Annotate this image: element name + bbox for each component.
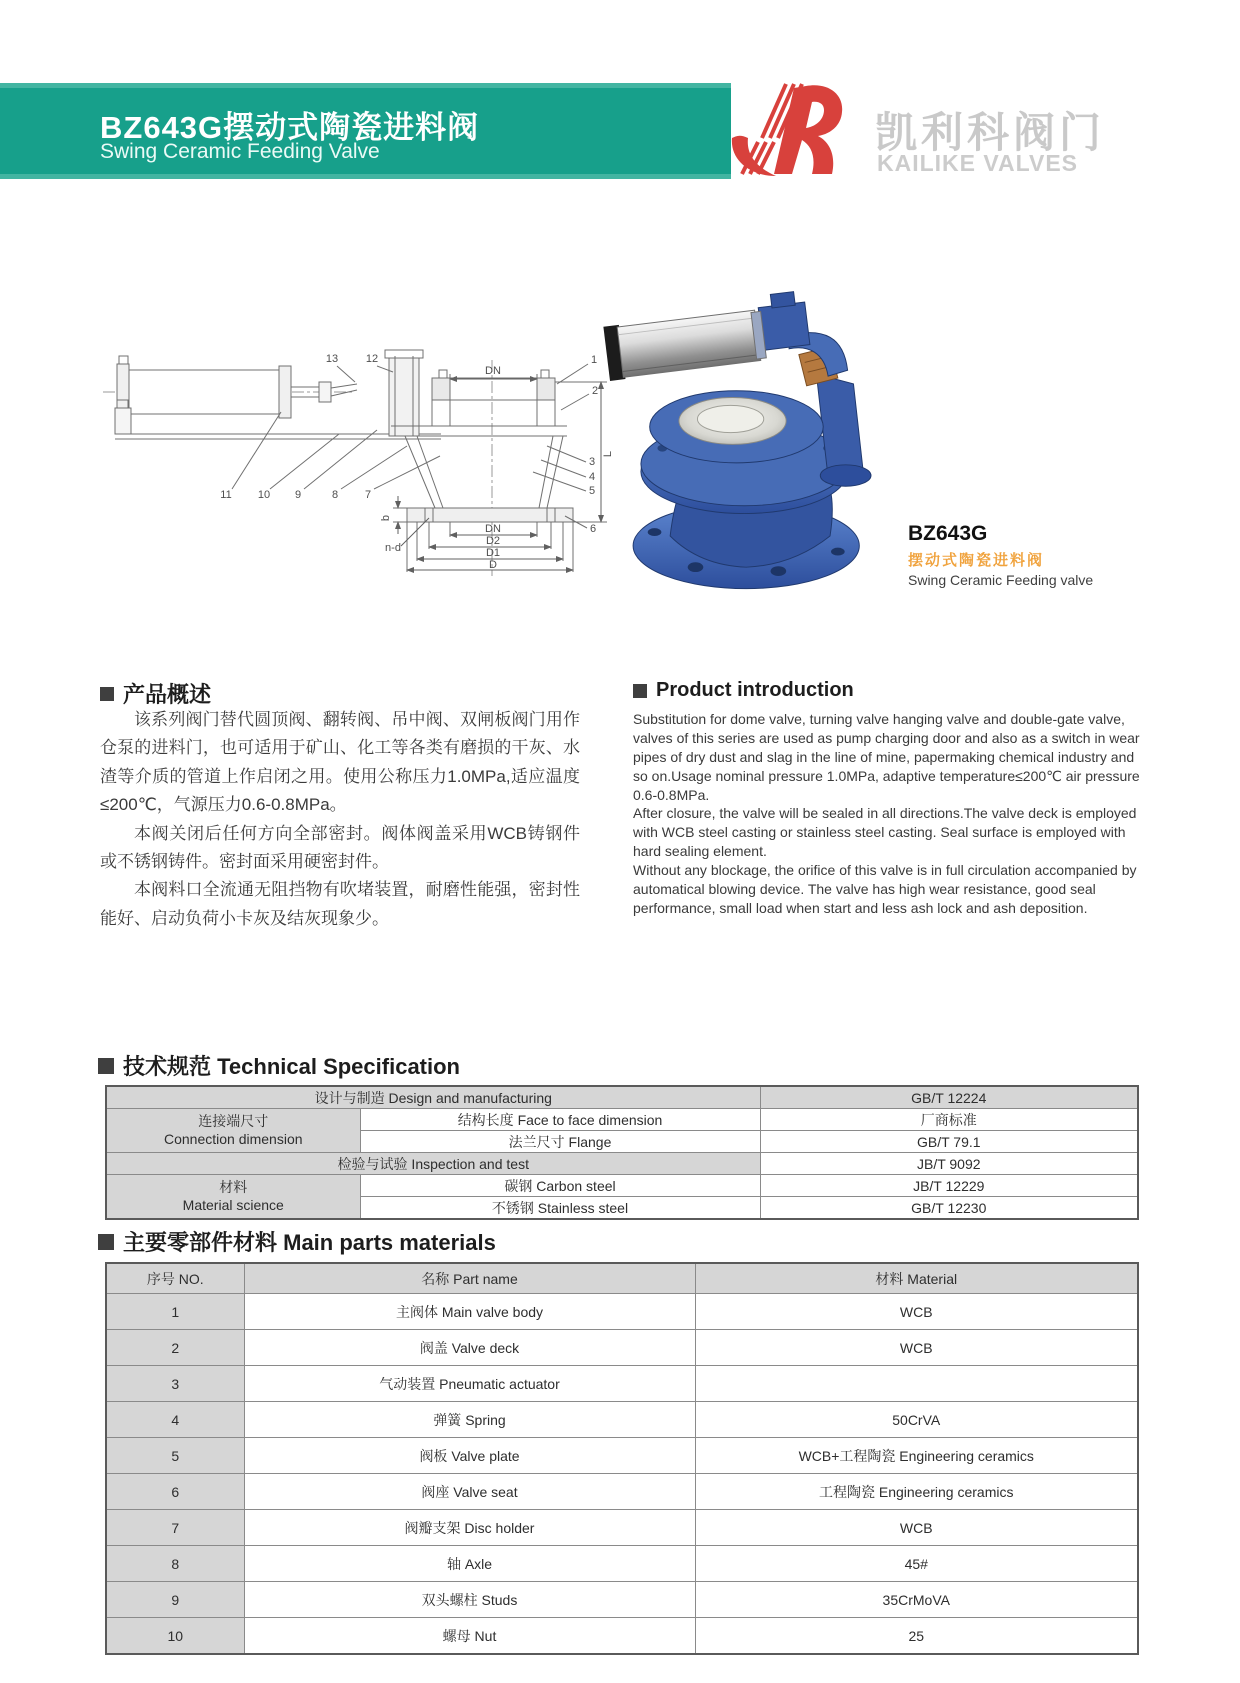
- part-material: [695, 1366, 1138, 1402]
- dim-d2: D2: [485, 535, 501, 547]
- part-name: 气动装置 Pneumatic actuator: [244, 1366, 695, 1402]
- table-row: [106, 1330, 1138, 1366]
- overview-text: [100, 706, 580, 933]
- part-name: 轴 Axle: [244, 1546, 695, 1582]
- overview-paragraph: 本阀关闭后任何方向全部密封。阀体阀盖采用WCB铸钢件或不锈钢铸件。密封面采用硬密封件。: [100, 823, 580, 871]
- page-title-zh: BZ643G摆动式陶瓷进料阀: [100, 110, 480, 145]
- part-no: 5: [106, 1438, 244, 1474]
- part-material: WCB: [695, 1294, 1138, 1330]
- parts-heading: [98, 1226, 496, 1257]
- spec-group-label: [106, 1175, 360, 1220]
- callout-6: 6: [589, 523, 597, 535]
- dim-b: b: [380, 514, 392, 522]
- overview-heading-text: 产品概述: [123, 682, 212, 707]
- dim-dn-bottom: DN: [485, 523, 501, 535]
- photo-caption: [908, 522, 1138, 588]
- callout-10: 10: [257, 489, 271, 501]
- part-no: 3: [106, 1366, 244, 1402]
- section-bullet-icon: [633, 684, 647, 698]
- part-name: 阀盖 Valve deck: [244, 1330, 695, 1366]
- part-material: 50CrVA: [695, 1402, 1138, 1438]
- table-row: [106, 1510, 1138, 1546]
- spec-heading: [98, 1050, 460, 1081]
- callout-1: 1: [590, 354, 598, 366]
- overview-paragraph: 该系列阀门替代圆顶阀、翻转阀、吊中阀、双闸板阀门用作仓泵的进料门，也可适用于矿山、化工等各类有磨损的干灰、水渣等介质的管道上作启闭之用。使用公称压力1.0MPa,适应温度≤200℃，气源压力0.6-0.8MPa。: [100, 710, 580, 815]
- spec-group-label-zh: 连接端尺寸: [198, 1113, 269, 1129]
- callout-12: 12: [365, 353, 379, 365]
- part-no: 9: [106, 1582, 244, 1618]
- spec-label: 法兰尺寸 Flange: [360, 1131, 760, 1153]
- part-no: 6: [106, 1474, 244, 1510]
- introduction-text: [633, 710, 1141, 918]
- part-name: 主阀体 Main valve body: [244, 1294, 695, 1330]
- dim-dn-top: DN: [485, 365, 501, 377]
- part-material: 工程陶瓷 Engineering ceramics: [695, 1474, 1138, 1510]
- section-bullet-icon: [98, 1058, 114, 1074]
- overview-paragraph: 本阀料口全流通无阻挡物有吹堵装置，耐磨性能强，密封性能好、启动负荷小卡灰及结灰现象少。: [100, 880, 580, 928]
- part-no: 10: [106, 1618, 244, 1655]
- table-row: [106, 1582, 1138, 1618]
- part-no: 7: [106, 1510, 244, 1546]
- callout-4: 4: [588, 471, 596, 483]
- part-material: WCB: [695, 1510, 1138, 1546]
- kailike-logo-icon: [728, 80, 863, 180]
- table-row: [106, 1109, 1138, 1131]
- parts-table: [105, 1262, 1139, 1655]
- spec-label: 不锈钢 Stainless steel: [360, 1197, 760, 1220]
- part-material: 35CrMoVA: [695, 1582, 1138, 1618]
- table-row: [106, 1086, 1138, 1109]
- part-no: 4: [106, 1402, 244, 1438]
- table-header-row: [106, 1263, 1138, 1294]
- part-material: WCB: [695, 1330, 1138, 1366]
- spec-group-label-en: Connection dimension: [163, 1130, 303, 1147]
- caption-name-zh: 摆动式陶瓷进料阀: [908, 552, 1045, 569]
- callout-3: 3: [588, 456, 596, 468]
- table-row: [106, 1294, 1138, 1330]
- part-name: 螺母 Nut: [244, 1618, 695, 1655]
- table-row: [106, 1618, 1138, 1655]
- introduction-paragraph: Without any blockage, the orifice of this valve is in full circulation accompanied by automatical blowing device. The valve has high wear resistance, good seal performance, small load when start and less ash lock and ash deposition.: [633, 862, 1137, 916]
- dim-d1: D1: [485, 547, 501, 559]
- spec-value: GB/T 12230: [760, 1197, 1138, 1220]
- callout-13: 13: [325, 353, 339, 365]
- spec-value: 厂商标准: [760, 1109, 1138, 1131]
- callout-2: 2: [591, 385, 599, 397]
- spec-heading-text: 技术规范 Technical Specification: [123, 1054, 460, 1079]
- table-row: [106, 1175, 1138, 1197]
- section-bullet-icon: [98, 1234, 114, 1250]
- part-name: 阀座 Valve seat: [244, 1474, 695, 1510]
- parts-heading-text: 主要零部件材料 Main parts materials: [123, 1230, 496, 1255]
- brand-name-zh: 凯利科阀门: [875, 109, 1106, 156]
- table-row: [106, 1402, 1138, 1438]
- table-row: [106, 1438, 1138, 1474]
- table-row: [106, 1153, 1138, 1175]
- callout-8: 8: [331, 489, 339, 501]
- parts-col-name: 名称 Part name: [244, 1263, 695, 1294]
- valve-technical-drawing: [95, 308, 625, 580]
- caption-model: BZ643G: [908, 522, 988, 545]
- dim-nd: n-d: [385, 542, 401, 554]
- part-material: 45#: [695, 1546, 1138, 1582]
- part-name: 阀瓣支架 Disc holder: [244, 1510, 695, 1546]
- spec-value: JB/T 12229: [760, 1175, 1138, 1197]
- spec-value: GB/T 12224: [760, 1086, 1138, 1109]
- part-no: 8: [106, 1546, 244, 1582]
- caption-name-en: Swing Ceramic Feeding valve: [908, 572, 1094, 588]
- callout-11: 11: [220, 489, 232, 501]
- table-row: [106, 1366, 1138, 1402]
- part-name: 阀板 Valve plate: [244, 1438, 695, 1474]
- header-bar: [0, 83, 731, 179]
- callout-9: 9: [294, 489, 302, 501]
- spec-label: 设计与制造 Design and manufacturing: [106, 1086, 760, 1109]
- callout-5: 5: [588, 485, 596, 497]
- spec-group-label-zh: 材料: [219, 1179, 248, 1195]
- introduction-paragraph: After closure, the valve will be sealed in all directions.The valve deck is employed with WCB steel casting or stainless steel casting. Seal surface is employed with hard sealing element.: [633, 805, 1137, 860]
- callout-7: 7: [364, 489, 372, 501]
- part-no: 1: [106, 1294, 244, 1330]
- part-material: WCB+工程陶瓷 Engineering ceramics: [695, 1438, 1138, 1474]
- overview-heading: [100, 678, 211, 709]
- spec-value: GB/T 79.1: [760, 1131, 1138, 1153]
- table-row: [106, 1474, 1138, 1510]
- part-name: 弹簧 Spring: [244, 1402, 695, 1438]
- brand-logo: [700, 78, 1120, 182]
- spec-value: JB/T 9092: [760, 1153, 1138, 1175]
- spec-label: 检验与试验 Inspection and test: [106, 1153, 760, 1175]
- part-no: 2: [106, 1330, 244, 1366]
- introduction-heading: [633, 679, 854, 702]
- page-title-en: Swing Ceramic Feeding Valve: [100, 140, 380, 163]
- spec-label: 结构长度 Face to face dimension: [360, 1109, 760, 1131]
- spec-table: [105, 1085, 1139, 1220]
- spec-label: 碳钢 Carbon steel: [360, 1175, 760, 1197]
- spec-group-label: [106, 1109, 360, 1153]
- table-row: [106, 1546, 1138, 1582]
- parts-col-no: 序号 NO.: [106, 1263, 244, 1294]
- introduction-heading-text: Product introduction: [656, 679, 854, 701]
- part-name: 双头螺柱 Studs: [244, 1582, 695, 1618]
- dim-l: L: [602, 450, 614, 458]
- spec-group-label-en: Material science: [182, 1196, 284, 1213]
- dim-d: D: [489, 559, 497, 571]
- part-material: 25: [695, 1618, 1138, 1655]
- parts-col-material: 材料 Material: [695, 1263, 1138, 1294]
- product-photo: [598, 280, 910, 595]
- section-bullet-icon: [100, 687, 114, 701]
- brand-name-en: KAILIKE VALVES: [877, 150, 1078, 176]
- introduction-paragraph: Substitution for dome valve, turning valve hanging valve and double-gate valve, valves of this series are used as pump charging door and also as a switch in wear pipes of dry dust and slag in the line of mine, papermaking chemical industry and so on.Usage nominal pressure 1.0MPa, adaptive temperature≤200℃ air pressure 0.6-0.8MPa.: [633, 711, 1140, 803]
